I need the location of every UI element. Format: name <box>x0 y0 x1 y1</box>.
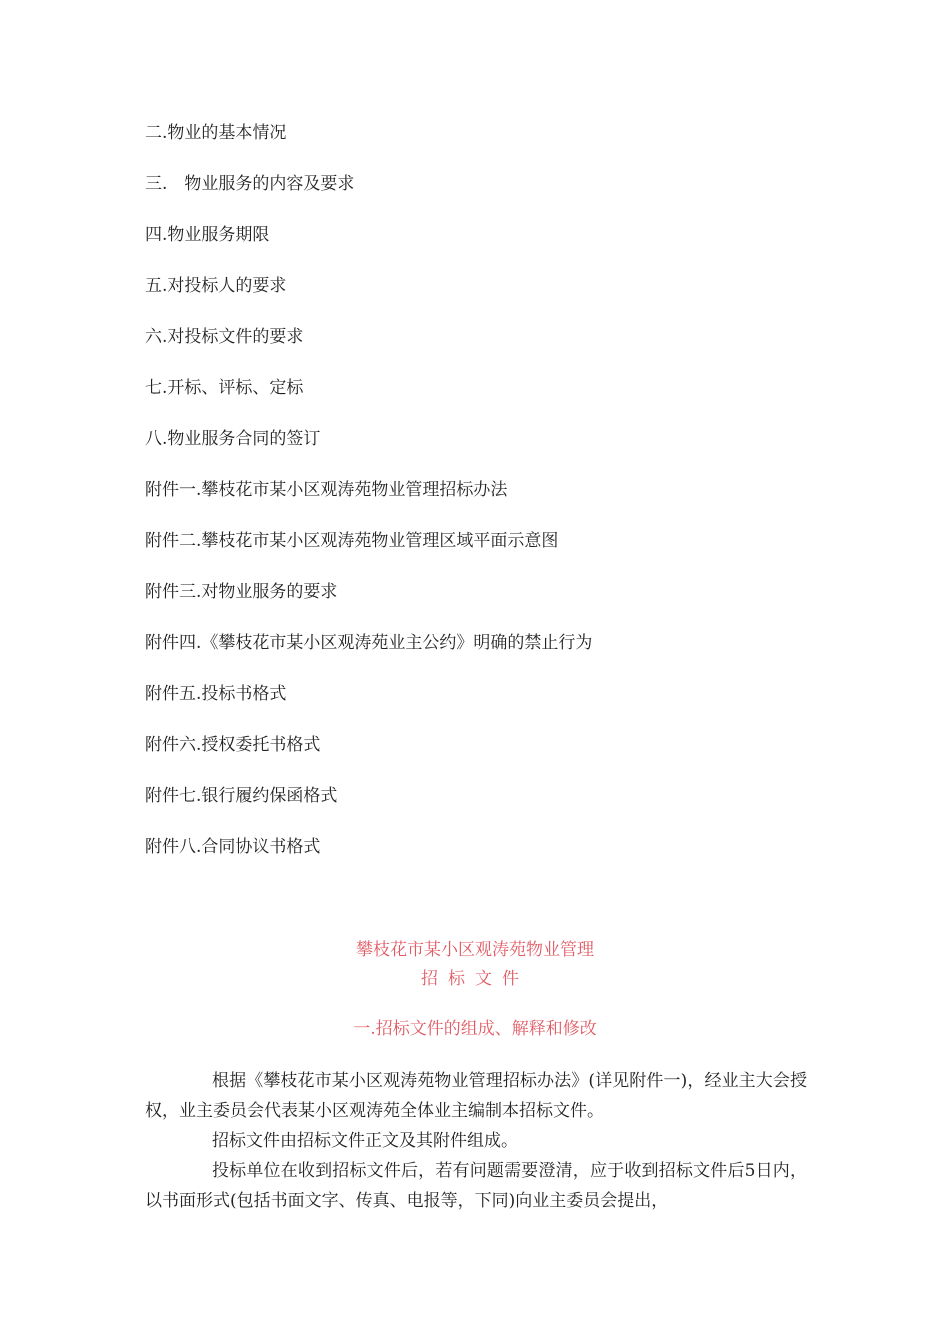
toc-item: 附件一.攀枝花市某小区观涛苑物业管理招标办法 <box>145 480 508 500</box>
toc-item: 附件三.对物业服务的要求 <box>145 582 338 602</box>
toc-item: 附件四.《攀枝花市某小区观涛苑业主公约》明确的禁止行为 <box>145 633 593 653</box>
toc-item: 五.对投标人的要求 <box>145 276 287 296</box>
toc-item: 附件七.银行履约保函格式 <box>145 786 338 806</box>
toc-item: 附件八.合同协议书格式 <box>145 837 321 857</box>
document-subtitle: 招标文件 <box>421 969 529 989</box>
section-heading: 一.招标文件的组成、解释和修改 <box>353 1019 597 1039</box>
table-of-contents <box>145 117 845 882</box>
toc-item: 八.物业服务合同的签订 <box>145 429 321 449</box>
toc-item: 四.物业服务期限 <box>145 225 270 245</box>
toc-item: 六.对投标文件的要求 <box>145 327 304 347</box>
toc-item: 三. 物业服务的内容及要求 <box>145 174 355 194</box>
paragraph: 根据《攀枝花市某小区观涛苑物业管理招标办法》(详见附件一)，经业主大会授权，业主委员会代表某小区观涛苑全体业主编制本招标文件。 <box>145 1071 807 1121</box>
toc-item: 附件六.授权委托书格式 <box>145 735 321 755</box>
paragraph: 投标单位在收到招标文件后，若有问题需要澄清，应于收到招标文件后5日内，以书面形式(包括书面文字、传真、电报等，下同)向业主委员会提出， <box>145 1161 807 1211</box>
document-title: 攀枝花市某小区观涛苑物业管理 <box>356 940 594 960</box>
toc-item: 附件五.投标书格式 <box>145 684 287 704</box>
toc-item: 七.开标、评标、定标 <box>145 378 304 398</box>
body-text <box>145 1066 807 1216</box>
toc-item: 二.物业的基本情况 <box>145 123 287 143</box>
toc-item: 附件二.攀枝花市某小区观涛苑物业管理区域平面示意图 <box>145 531 559 551</box>
paragraph: 招标文件由招标文件正文及其附件组成。 <box>212 1131 518 1151</box>
